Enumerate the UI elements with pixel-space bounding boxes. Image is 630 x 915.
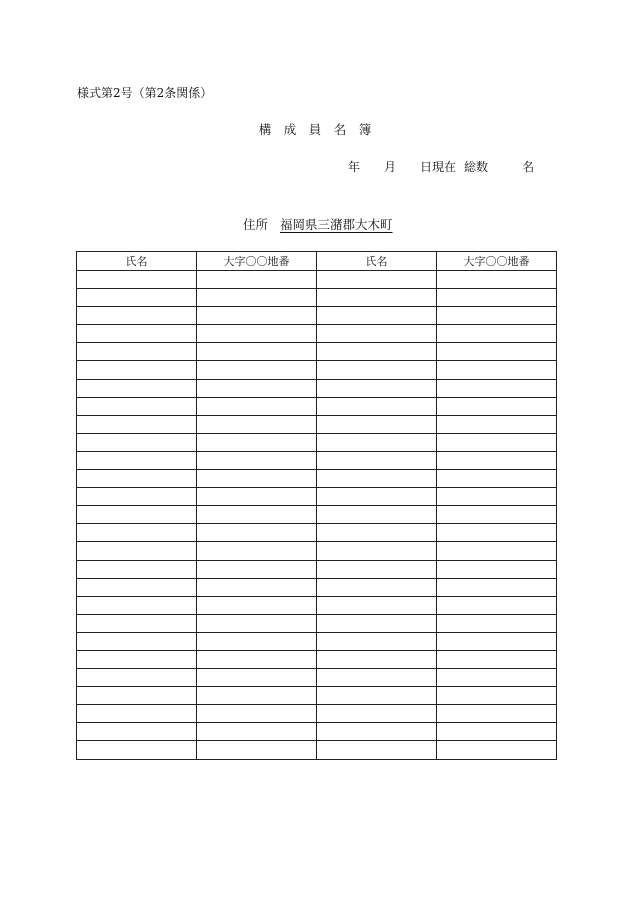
lot-number-cell[interactable] — [197, 470, 317, 488]
name-cell[interactable] — [317, 578, 437, 596]
lot-number-cell[interactable] — [197, 560, 317, 578]
name-cell[interactable] — [317, 361, 437, 379]
name-cell[interactable] — [77, 397, 197, 415]
table-row — [77, 325, 557, 343]
header-name-1: 氏名 — [77, 252, 197, 271]
name-cell[interactable] — [317, 488, 437, 506]
lot-number-cell[interactable] — [437, 596, 557, 614]
name-cell[interactable] — [317, 470, 437, 488]
name-cell[interactable] — [77, 669, 197, 687]
lot-number-cell[interactable] — [437, 343, 557, 361]
lot-number-cell[interactable] — [197, 524, 317, 542]
date-line — [348, 158, 534, 175]
name-cell[interactable] — [317, 741, 437, 759]
lot-number-cell[interactable] — [437, 433, 557, 451]
table-row — [77, 488, 557, 506]
address-line — [243, 215, 393, 233]
table-row — [77, 632, 557, 650]
lot-number-cell[interactable] — [197, 578, 317, 596]
name-cell[interactable] — [317, 451, 437, 469]
lot-number-cell[interactable] — [437, 379, 557, 397]
lot-number-cell[interactable] — [437, 325, 557, 343]
name-cell[interactable] — [77, 650, 197, 668]
table-row — [77, 289, 557, 307]
lot-number-cell[interactable] — [197, 488, 317, 506]
lot-number-cell[interactable] — [437, 415, 557, 433]
lot-number-cell[interactable] — [437, 488, 557, 506]
name-cell[interactable] — [317, 271, 437, 289]
lot-number-cell[interactable] — [437, 451, 557, 469]
name-cell[interactable] — [317, 632, 437, 650]
name-cell[interactable] — [317, 343, 437, 361]
lot-number-cell[interactable] — [437, 271, 557, 289]
lot-number-cell[interactable] — [437, 361, 557, 379]
table-row — [77, 741, 557, 759]
header-name-2: 氏名 — [317, 252, 437, 271]
as-of-label: 日現在 — [420, 160, 457, 174]
table-row — [77, 506, 557, 524]
table-row — [77, 343, 557, 361]
lot-number-cell[interactable] — [437, 470, 557, 488]
name-cell[interactable] — [317, 687, 437, 705]
name-cell[interactable] — [77, 325, 197, 343]
lot-number-cell[interactable] — [197, 397, 317, 415]
name-cell[interactable] — [77, 542, 197, 560]
table-row — [77, 451, 557, 469]
table-row — [77, 470, 557, 488]
lot-number-cell[interactable] — [437, 524, 557, 542]
lot-number-cell[interactable] — [197, 379, 317, 397]
lot-number-cell[interactable] — [197, 705, 317, 723]
table-row — [77, 307, 557, 325]
lot-number-cell[interactable] — [197, 632, 317, 650]
lot-number-cell[interactable] — [197, 325, 317, 343]
table-row — [77, 578, 557, 596]
name-cell[interactable] — [317, 325, 437, 343]
lot-number-cell[interactable] — [437, 542, 557, 560]
month-label: 月 — [384, 160, 397, 174]
name-cell[interactable] — [77, 451, 197, 469]
name-cell[interactable] — [77, 506, 197, 524]
lot-number-cell[interactable] — [437, 289, 557, 307]
lot-number-cell[interactable] — [197, 343, 317, 361]
name-cell[interactable] — [317, 379, 437, 397]
name-cell[interactable] — [317, 415, 437, 433]
lot-number-cell[interactable] — [437, 307, 557, 325]
address-value: 福岡県三潴郡大木町 — [280, 217, 393, 232]
lot-number-cell[interactable] — [197, 741, 317, 759]
name-cell[interactable] — [77, 578, 197, 596]
table-row — [77, 415, 557, 433]
header-lot-1: 大字〇〇地番 — [197, 252, 317, 271]
name-cell[interactable] — [77, 524, 197, 542]
lot-number-cell[interactable] — [197, 289, 317, 307]
name-cell[interactable] — [77, 271, 197, 289]
table-row — [77, 542, 557, 560]
name-cell[interactable] — [317, 542, 437, 560]
member-roster-table — [76, 251, 557, 760]
document-title: 構 成 員 名 簿 — [258, 122, 372, 137]
lot-number-cell[interactable] — [437, 614, 557, 632]
name-cell[interactable] — [317, 397, 437, 415]
name-cell[interactable] — [77, 343, 197, 361]
name-cell[interactable] — [77, 307, 197, 325]
name-cell[interactable] — [317, 614, 437, 632]
lot-number-cell[interactable] — [197, 307, 317, 325]
name-cell[interactable] — [317, 705, 437, 723]
lot-number-cell[interactable] — [197, 433, 317, 451]
table-row — [77, 687, 557, 705]
name-cell[interactable] — [317, 650, 437, 668]
name-cell[interactable] — [317, 524, 437, 542]
table-row — [77, 596, 557, 614]
table-row — [77, 524, 557, 542]
table-row — [77, 650, 557, 668]
table-row — [77, 361, 557, 379]
table-row — [77, 433, 557, 451]
lot-number-cell[interactable] — [437, 560, 557, 578]
lot-number-cell[interactable] — [437, 397, 557, 415]
lot-number-cell[interactable] — [197, 687, 317, 705]
name-cell[interactable] — [317, 669, 437, 687]
name-cell[interactable] — [317, 723, 437, 741]
address-label: 住所 — [243, 217, 269, 232]
lot-number-cell[interactable] — [437, 632, 557, 650]
lot-number-cell[interactable] — [197, 542, 317, 560]
name-cell[interactable] — [77, 705, 197, 723]
lot-number-cell[interactable] — [437, 741, 557, 759]
table-row — [77, 669, 557, 687]
name-cell[interactable] — [317, 596, 437, 614]
name-cell[interactable] — [77, 361, 197, 379]
name-cell[interactable] — [317, 506, 437, 524]
table-row — [77, 705, 557, 723]
lot-number-cell[interactable] — [437, 650, 557, 668]
name-cell[interactable] — [317, 307, 437, 325]
name-cell[interactable] — [77, 596, 197, 614]
lot-number-cell[interactable] — [197, 723, 317, 741]
name-cell[interactable] — [77, 415, 197, 433]
name-cell[interactable] — [77, 723, 197, 741]
table-row — [77, 560, 557, 578]
table-header-row — [77, 252, 557, 271]
year-label: 年 — [348, 160, 361, 174]
lot-number-cell[interactable] — [197, 596, 317, 614]
lot-number-cell[interactable] — [197, 451, 317, 469]
name-cell[interactable] — [77, 560, 197, 578]
lot-number-cell[interactable] — [437, 705, 557, 723]
persons-label: 名 — [522, 160, 535, 174]
name-cell[interactable] — [77, 687, 197, 705]
header-lot-2: 大字〇〇地番 — [437, 252, 557, 271]
name-cell[interactable] — [317, 289, 437, 307]
name-cell[interactable] — [77, 741, 197, 759]
lot-number-cell[interactable] — [437, 723, 557, 741]
lot-number-cell[interactable] — [197, 669, 317, 687]
lot-number-cell[interactable] — [197, 361, 317, 379]
lot-number-cell[interactable] — [437, 578, 557, 596]
name-cell[interactable] — [77, 289, 197, 307]
name-cell[interactable] — [77, 470, 197, 488]
name-cell[interactable] — [317, 560, 437, 578]
table-row — [77, 614, 557, 632]
lot-number-cell[interactable] — [197, 614, 317, 632]
lot-number-cell[interactable] — [437, 506, 557, 524]
lot-number-cell[interactable] — [437, 687, 557, 705]
lot-number-cell[interactable] — [437, 669, 557, 687]
name-cell[interactable] — [77, 614, 197, 632]
table-row — [77, 723, 557, 741]
total-label: 総数 — [464, 160, 489, 174]
form-number-label: 様式第2号（第2条関係） — [77, 86, 213, 100]
lot-number-cell[interactable] — [197, 271, 317, 289]
lot-number-cell[interactable] — [197, 650, 317, 668]
table-row — [77, 397, 557, 415]
name-cell[interactable] — [77, 488, 197, 506]
name-cell[interactable] — [77, 632, 197, 650]
table-row — [77, 379, 557, 397]
lot-number-cell[interactable] — [197, 415, 317, 433]
table-row — [77, 271, 557, 289]
name-cell[interactable] — [77, 379, 197, 397]
name-cell[interactable] — [77, 433, 197, 451]
lot-number-cell[interactable] — [197, 506, 317, 524]
name-cell[interactable] — [317, 433, 437, 451]
